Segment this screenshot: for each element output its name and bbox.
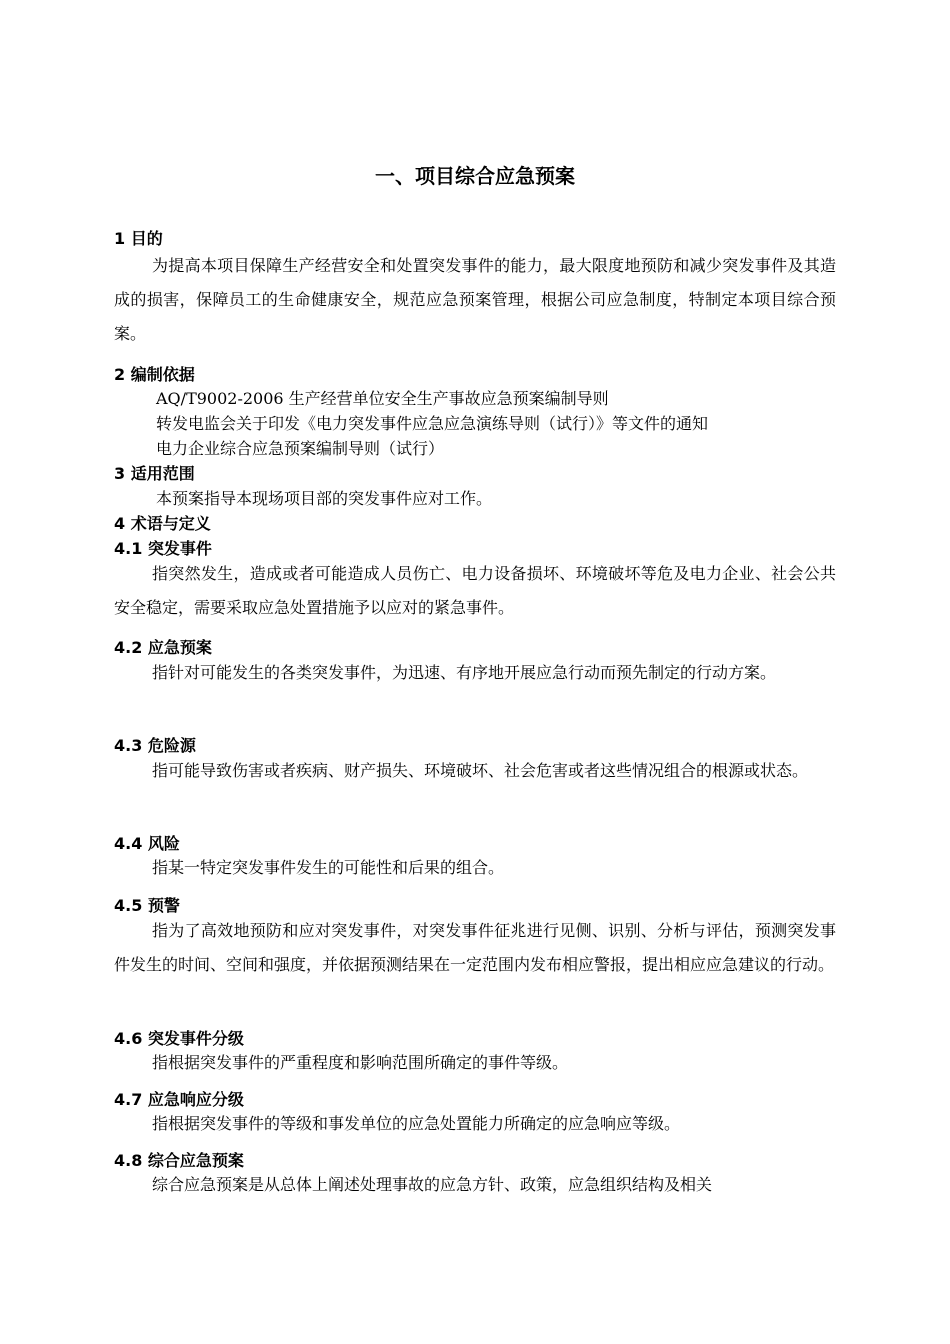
section-heading-scope: 3 适用范围 (114, 464, 195, 483)
section-heading-purpose: 1 目的 (114, 229, 163, 248)
subsection-heading-risk: 4.4 风险 (114, 834, 180, 853)
section-heading-terms: 4 术语与定义 (114, 514, 211, 533)
subsection-body-response-grading: 指根据突发事件的等级和事发单位的应急处置能力所确定的应急响应等级。 (152, 1114, 681, 1133)
subsection-body-event-grading: 指根据突发事件的严重程度和影响范围所确定的事件等级。 (152, 1053, 569, 1072)
subsection-heading-comprehensive-plan: 4.8 综合应急预案 (114, 1151, 244, 1170)
section-body-scope: 本预案指导本现场项目部的突发事件应对工作。 (156, 489, 493, 508)
subsection-heading-emergency-event: 4.1 突发事件 (114, 539, 212, 558)
subsection-heading-response-grading: 4.7 应急响应分级 (114, 1090, 244, 1109)
subsection-body-hazard: 指可能导致伤害或者疾病、财产损失、环境破坏、社会危害或者这些情况组合的根源或状态。 (152, 761, 809, 780)
subsection-heading-event-grading: 4.6 突发事件分级 (114, 1029, 244, 1048)
reference-item: AQ/T9002-2006 生产经营单位安全生产事故应急预案编制导则 (156, 389, 609, 408)
subsection-body-risk: 指某一特定突发事件发生的可能性和后果的组合。 (152, 858, 505, 877)
reference-item: 电力企业综合应急预案编制导则（试行） (156, 439, 445, 458)
subsection-body-emergency-event: 指突然发生，造成或者可能造成人员伤亡、电力设备损坏、环境破坏等危及电力企业、社会公共安全稳定，需要采取应急处置措施予以应对的紧急事件。 (114, 564, 836, 617)
subsection-heading-warning: 4.5 预警 (114, 896, 180, 915)
subsection-body-warning: 指为了高效地预防和应对突发事件，对突发事件征兆进行见侧、识别、分析与评估，预测突发事件发生的时间、空间和强度，并依据预测结果在一定范围内发布相应警报，提出相应应急建议的行动。 (114, 921, 836, 974)
reference-item: 转发电监会关于印发《电力突发事件应急应急演练导则（试行）》等文件的通知 (156, 414, 709, 433)
subsection-heading-hazard: 4.3 危险源 (114, 736, 196, 755)
page-title: 一、项目综合应急预案 (375, 164, 575, 188)
section-heading-basis: 2 编制依据 (114, 365, 195, 384)
section-body-purpose: 为提高本项目保障生产经营安全和处置突发事件的能力，最大限度地预防和减少突发事件及其造成的损害，保障员工的生命健康安全，规范应急预案管理，根据公司应急制度，特制定本项目综合预案。 (114, 256, 836, 343)
subsection-body-comprehensive-plan: 综合应急预案是从总体上阐述处理事故的应急方针、政策，应急组织结构及相关 (152, 1175, 713, 1194)
subsection-body-emergency-plan: 指针对可能发生的各类突发事件，为迅速、有序地开展应急行动而预先制定的行动方案。 (152, 663, 777, 682)
subsection-heading-emergency-plan: 4.2 应急预案 (114, 638, 212, 657)
